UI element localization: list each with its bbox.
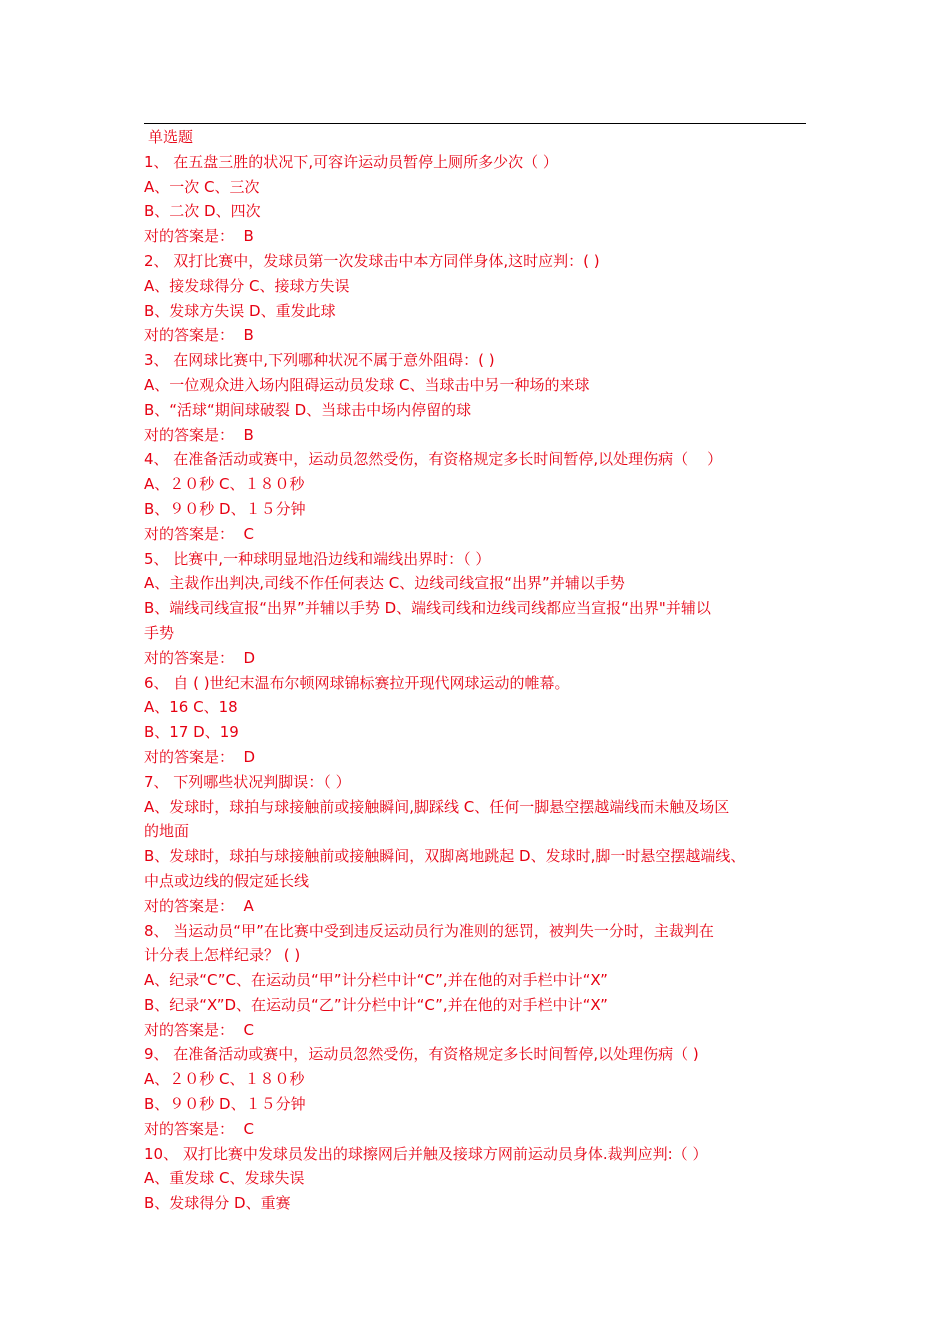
question-5-answer: 对的答案是： D: [144, 648, 256, 667]
document-body: [144, 125, 816, 1216]
question-4-stem: 4、 在准备活动或赛中，运动员忽然受伤，有资格规定多长时间暂停,以处理伤病（ ）: [144, 450, 723, 469]
question-9-options-a-c: A、２０秒 C、１８０秒: [144, 1070, 305, 1089]
question-7-options-b-d: B、发球时，球拍与球接触前或接触瞬间，双脚离地跳起 D、发球时,脚一时悬空摆越端线、: [144, 847, 746, 866]
question-1-answer: 对的答案是： B: [144, 227, 254, 246]
question-5-options-b-d-continued: 手势: [144, 623, 175, 642]
question-2-answer: 对的答案是： B: [144, 326, 254, 345]
question-2-stem: 2、 双打比赛中，发球员第一次发球击中本方同伴身体,这时应判：( ): [144, 251, 600, 270]
question-9-answer: 对的答案是： C: [144, 1119, 255, 1138]
question-8-options-b-d: B、纪录“X”D、在运动员“乙”计分栏中计“C”,并在他的对手栏中计“X”: [144, 995, 608, 1014]
question-3-answer: 对的答案是： B: [144, 425, 254, 444]
question-8-answer: 对的答案是： C: [144, 1020, 255, 1039]
question-7-options-b-d-continued: 中点或边线的假定延长线: [144, 871, 310, 890]
question-8-stem-continued: 计分表上怎样纪录？ ( ): [144, 946, 301, 965]
question-2-options-b-d: B、发球方失误 D、重发此球: [144, 301, 336, 320]
question-9-stem: 9、 在准备活动或赛中，运动员忽然受伤，有资格规定多长时间暂停,以处理伤病（ ): [144, 1045, 699, 1064]
question-5-options-a-c: A、主裁作出判决,司线不作任何表达 C、边线司线宣报“出界”并辅以手势: [144, 574, 625, 593]
question-3-options-b-d: B、“活球“期间球破裂 D、当球击中场内停留的球: [144, 400, 472, 419]
question-6-answer: 对的答案是： D: [144, 747, 256, 766]
question-1-stem: 1、 在五盘三胜的状况下,可容许运动员暂停上厕所多少次（ ）: [144, 152, 558, 171]
question-6-stem: 6、 自 ( )世纪末温布尔顿网球锦标赛拉开现代网球运动的帷幕。: [144, 673, 570, 692]
question-1-options-a-c: A、一次 C、三次: [144, 177, 260, 196]
question-6-options-b-d: B、17 D、19: [144, 723, 239, 742]
question-7-answer: 对的答案是： A: [144, 896, 254, 915]
question-8-options-a-c: A、纪录“C”C、在运动员“甲”计分栏中计“C”,并在他的对手栏中计“X”: [144, 971, 608, 990]
question-4-options-b-d: B、９０秒 D、１５分钟: [144, 499, 306, 518]
question-5-stem: 5、 比赛中,一种球明显地沿边线和端线出界时：（ ）: [144, 549, 491, 568]
question-4-answer: 对的答案是： C: [144, 524, 255, 543]
question-7-options-a-c: A、发球时，球拍与球接触前或接触瞬间,脚踩线 C、任何一脚悬空摆越端线而未触及场区: [144, 797, 730, 816]
question-5-options-b-d: B、端线司线宣报“出界”并辅以手势 D、端线司线和边线司线都应当宣报“出界"并辅以: [144, 599, 711, 618]
question-10-stem: 10、 双打比赛中发球员发出的球擦网后并触及接球方网前运动员身体.裁判应判:（ ）: [144, 1144, 708, 1163]
question-6-options-a-c: A、16 C、18: [144, 698, 238, 717]
question-3-options-a-c: A、一位观众进入场内阻碍运动员发球 C、当球击中另一种场的来球: [144, 375, 590, 394]
question-10-options-b-d: B、发球得分 D、重赛: [144, 1194, 291, 1213]
question-1-options-b-d: B、二次 D、四次: [144, 202, 261, 221]
question-7-options-a-c-continued: 的地面: [144, 822, 190, 841]
header-rule: [144, 123, 806, 124]
question-9-options-b-d: B、９０秒 D、１５分钟: [144, 1095, 306, 1114]
section-title: 单选题: [148, 128, 194, 146]
question-7-stem: 7、 下列哪些状况判脚误：（ ）: [144, 772, 351, 791]
question-10-options-a-c: A、重发球 C、发球失误: [144, 1169, 305, 1188]
question-8-stem: 8、 当运动员“甲”在比赛中受到违反运动员行为准则的惩罚，被判失一分时，主裁判在: [144, 921, 714, 940]
question-3-stem: 3、 在网球比赛中,下列哪种状况不属于意外阻碍：( ): [144, 351, 495, 370]
question-2-options-a-c: A、接发球得分 C、接球方失误: [144, 276, 350, 295]
question-4-options-a-c: A、２０秒 C、１８０秒: [144, 475, 305, 494]
